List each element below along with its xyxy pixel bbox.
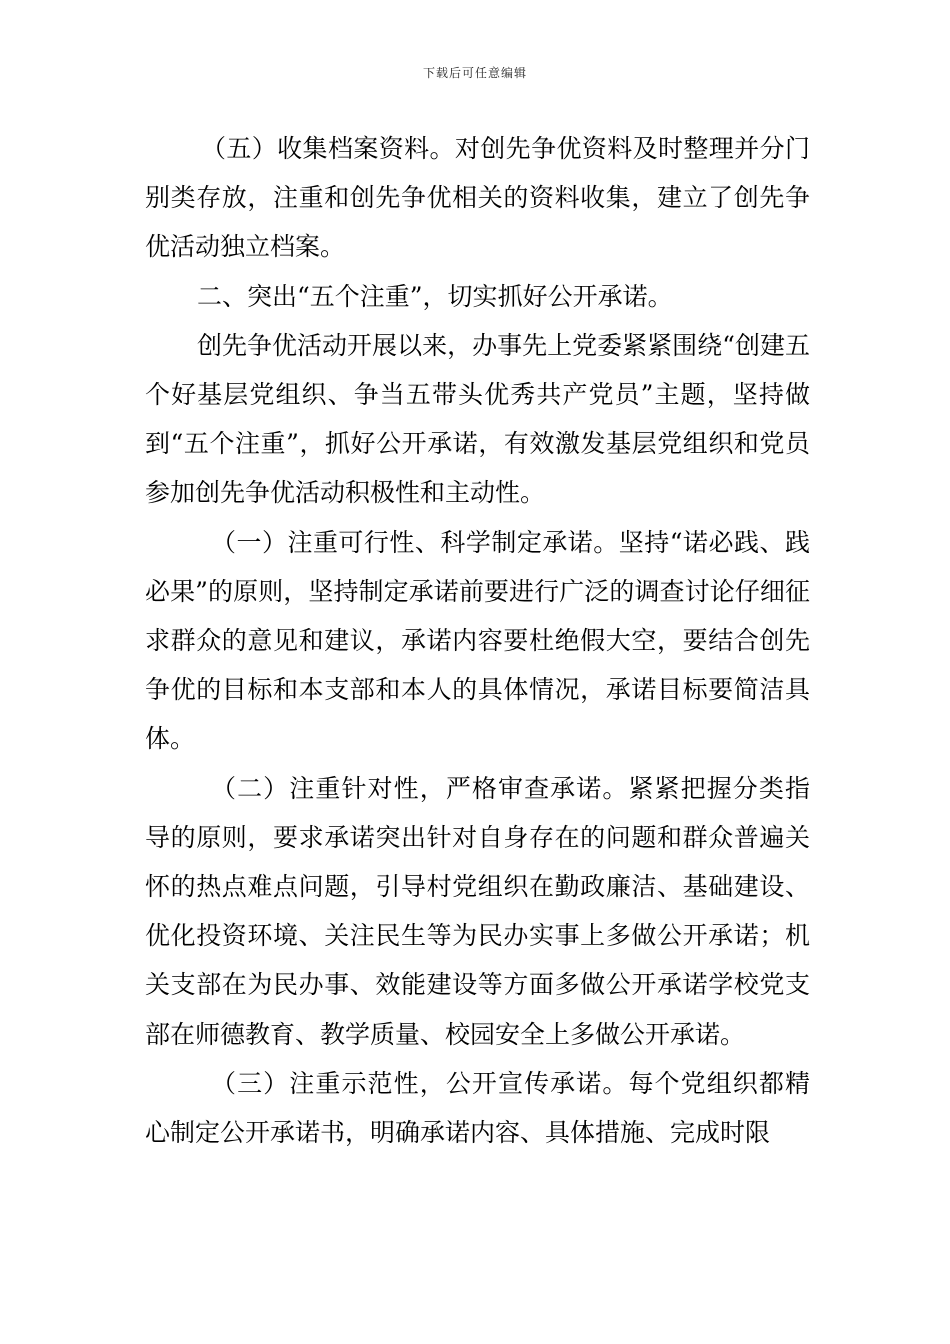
text-line: 学校党支部在师德教育、教学质量、校园安全上多做公开: [145, 970, 810, 1049]
document-body: [145, 124, 810, 1157]
text-line: 结合创先争优的目标和本支部和本人的具体情况，承诺目: [145, 626, 810, 705]
text-line: 导的原则，要求承诺突出针对自身存在的问题和群众普遍: [145, 822, 785, 852]
text-line: 先争优活动独立档案。: [145, 183, 810, 262]
paragraph-targeting: [145, 764, 810, 1059]
text-line: （二）注重针对性，严格审查承诺。紧紧把握分类指: [211, 773, 810, 803]
text-line: （三）注重示范性，公开宣传承诺。每个党组织都精: [211, 1068, 810, 1098]
paragraph-demonstration: [145, 1059, 810, 1157]
paragraph-archive: [145, 124, 810, 272]
text-line: 践必果”的原则，坚持制定承诺前要进行广泛的调查讨论: [145, 527, 810, 606]
text-line: 门别类存放，注重和创先争优相关的资料收集，建立了创: [145, 134, 810, 213]
text-line: 承诺。: [670, 1019, 746, 1049]
text-line: （一）注重可行性、科学制定承诺。坚持“诺必践、: [211, 527, 785, 557]
text-line: 建五个好基层党组织、争当五带头优秀共产党员”主题，: [145, 330, 810, 410]
text-line: 诺；机关支部在为民办事、效能建设等方面多做公开承诺: [145, 921, 810, 1000]
text-line: 组织和党员参加创先争优活动积极性和主动性。: [145, 429, 810, 508]
text-line: 关怀的热点难点问题，引导村党组织在勤政廉洁、基础建: [145, 822, 810, 902]
paragraph-intro: [145, 321, 810, 518]
text-line: 坚持做到“五个注重”，抓好公开承诺，有效激发基层党: [145, 380, 810, 459]
text-line: （五）收集档案资料。对创先争优资料及时整理并分: [201, 134, 785, 163]
text-line: 二、突出“五个注重”，切实抓好公开承诺。: [197, 281, 673, 311]
text-line: 仔细征求群众的意见和建议，承诺内容要杜绝假大空，要: [145, 576, 810, 656]
text-line: 心制定公开承诺书，明确承诺内容、具体措施、完成时限: [145, 1118, 771, 1148]
text-line: 标要简洁具体。: [145, 675, 810, 754]
text-line: 设、优化投资环境、关注民生等为民办实事上多做公开承: [145, 872, 810, 951]
paragraph-feasibility: [145, 518, 810, 764]
section-heading: [145, 272, 810, 321]
page-header-note: 下载后可任意编辑: [422, 66, 527, 80]
text-line: 创先争优活动开展以来，办事先上党委紧紧围绕“创: [197, 330, 760, 360]
